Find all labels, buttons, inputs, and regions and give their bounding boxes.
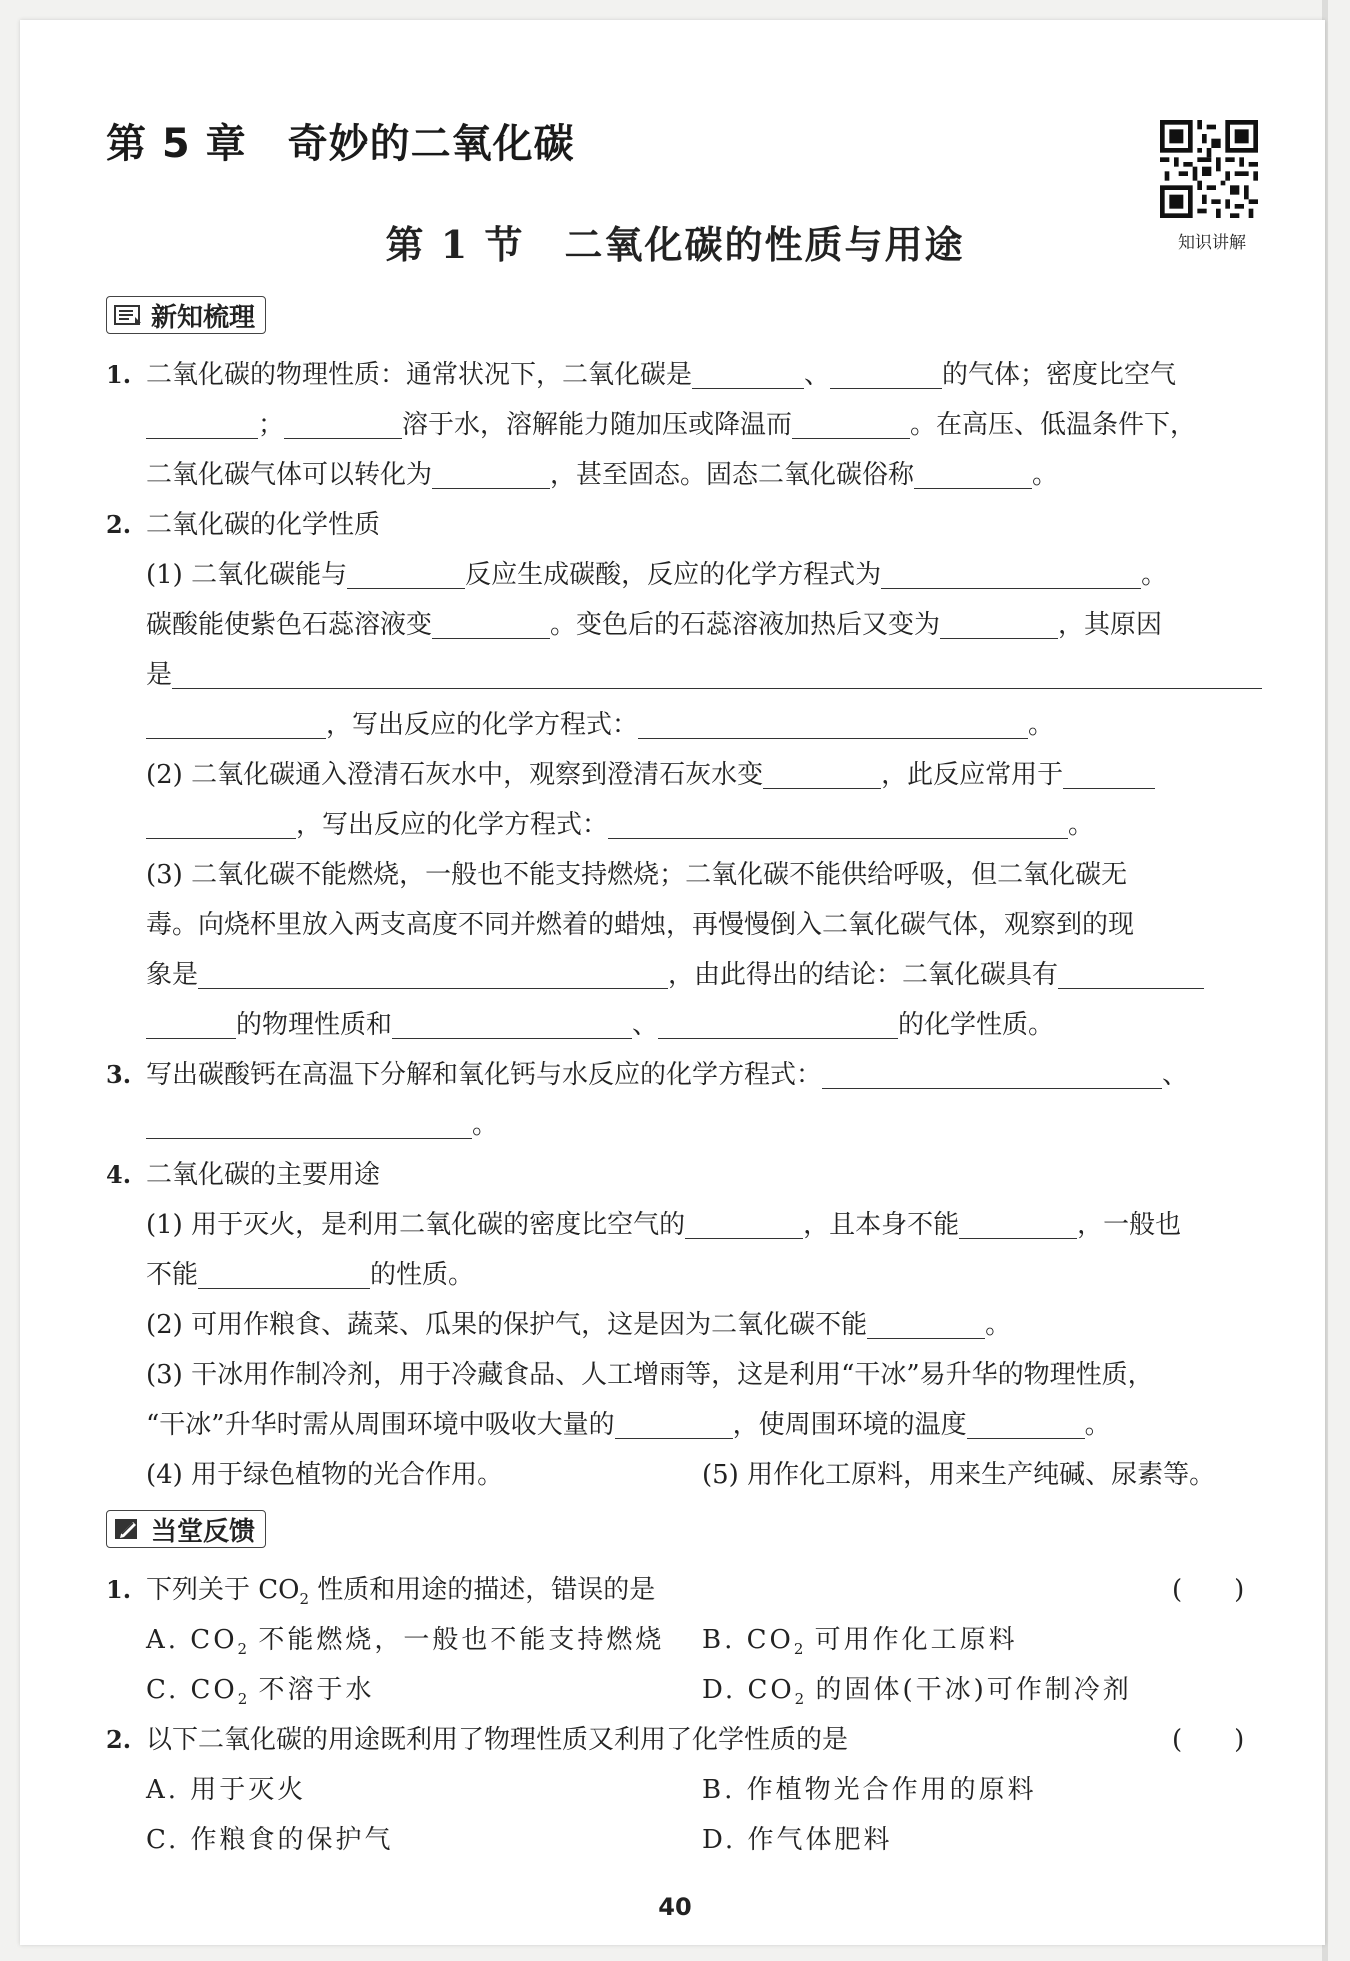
q4-p4: (4) 用于绿色植物的光合作用。 bbox=[146, 1460, 504, 1490]
qr-code-icon[interactable] bbox=[1160, 120, 1258, 218]
answer-blank[interactable] bbox=[638, 708, 1028, 739]
answer-blank[interactable] bbox=[146, 408, 258, 439]
q2-p1-line1: (1) 二氧化碳能与 反应生成碳酸，反应的化学方程式为 。 bbox=[146, 560, 1168, 590]
answer-blank[interactable] bbox=[658, 1008, 898, 1039]
q4-p1-line2: 不能 的性质。 bbox=[146, 1260, 475, 1290]
q2-p3-line2: 毒。向烧杯里放入两支高度不同并燃着的蜡烛，再慢慢倒入二氧化碳气体，观察到的现 bbox=[146, 910, 1135, 940]
answer-blank[interactable] bbox=[822, 1058, 1162, 1089]
q2-p3-line4: 的物理性质和 、 的化学性质。 bbox=[146, 1000, 1054, 1050]
answer-blank[interactable] bbox=[940, 608, 1058, 639]
option-c[interactable]: C. $CO_2$ 不溶于水 bbox=[146, 1675, 375, 1709]
pencil-note-icon bbox=[113, 1516, 143, 1542]
answer-blank[interactable] bbox=[1063, 758, 1155, 789]
header-label: 新知梳理 bbox=[151, 302, 256, 333]
answer-blank[interactable] bbox=[763, 758, 881, 789]
answer-blank[interactable] bbox=[792, 408, 910, 439]
question-number: 4. bbox=[106, 1160, 132, 1189]
header-new-knowledge bbox=[106, 296, 266, 334]
page-number: 40 bbox=[658, 1893, 692, 1921]
q2-p1-line2: 碳酸能使紫色石蕊溶液变 。变色后的石蕊溶液加热后又变为 ，其原因 bbox=[146, 610, 1163, 640]
answer-blank[interactable] bbox=[967, 1408, 1085, 1439]
answer-blank[interactable] bbox=[608, 808, 1068, 839]
answer-blank[interactable] bbox=[867, 1308, 985, 1339]
question-number: 2. bbox=[106, 1725, 132, 1754]
option-b[interactable]: B. $CO_2$ 可用作化工原料 bbox=[702, 1625, 1018, 1659]
answer-blank[interactable] bbox=[146, 1108, 472, 1139]
q4-title: 二氧化碳的主要用途 bbox=[146, 1160, 381, 1190]
answer-blank[interactable] bbox=[198, 958, 668, 989]
answer-blank[interactable] bbox=[692, 358, 804, 389]
answer-blank[interactable] bbox=[914, 458, 1032, 489]
option-a[interactable]: A. $CO_2$ 不能燃烧，一般也不能支持燃烧 bbox=[146, 1625, 665, 1659]
q4-p1-line1: (1) 用于灭火，是利用二氧化碳的密度比空气的 ，且本身不能 ，一般也 bbox=[146, 1210, 1182, 1240]
answer-blank[interactable] bbox=[146, 808, 296, 839]
answer-blank[interactable] bbox=[959, 1208, 1077, 1239]
header-label: 当堂反馈 bbox=[151, 1516, 256, 1547]
answer-blank[interactable] bbox=[198, 1258, 370, 1289]
q2-p2-line2: ，写出反应的化学方程式： 。 bbox=[146, 800, 1094, 850]
qr-caption: 知识讲解 bbox=[1178, 233, 1246, 253]
answer-blank[interactable] bbox=[881, 558, 1141, 589]
q3-line1: 写出碳酸钙在高温下分解和氧化钙与水反应的化学方程式： 、 bbox=[146, 1060, 1189, 1090]
question-number: 1. bbox=[106, 1575, 132, 1604]
q2-title: 二氧化碳的化学性质 bbox=[146, 510, 381, 540]
q1-line1: 二氧化碳的物理性质：通常状况下，二氧化碳是 、 的气体；密度比空气 bbox=[146, 360, 1177, 390]
answer-blank[interactable] bbox=[830, 358, 942, 389]
answer-blank[interactable] bbox=[615, 1408, 733, 1439]
answer-blank[interactable] bbox=[1058, 958, 1204, 989]
q4-p3-line2: “干冰”升华时需从周围环境中吸收大量的 ，使周围环境的温度 。 bbox=[146, 1410, 1111, 1440]
option-b[interactable]: B. 作植物光合作用的原料 bbox=[702, 1775, 1037, 1805]
option-c[interactable]: C. 作粮食的保护气 bbox=[146, 1825, 394, 1855]
q3-line2: 。 bbox=[146, 1100, 498, 1150]
answer-blank[interactable] bbox=[347, 558, 465, 589]
option-d[interactable]: D. 作气体肥料 bbox=[702, 1825, 893, 1855]
q2-p1-line3: 是 bbox=[146, 650, 1262, 700]
q2-p3-line1: (3) 二氧化碳不能燃烧，一般也不能支持燃烧；二氧化碳不能供给呼吸，但二氧化碳无 bbox=[146, 860, 1128, 890]
q2-p2-line1: (2) 二氧化碳通入澄清石灰水中，观察到澄清石灰水变 ，此反应常用于 bbox=[146, 750, 1155, 800]
answer-blank[interactable] bbox=[284, 408, 402, 439]
answer-blank[interactable] bbox=[146, 708, 326, 739]
q2-p3-line3: 象是 ，由此得出的结论：二氧化碳具有 bbox=[146, 950, 1204, 1000]
question-number: 1. bbox=[106, 360, 132, 389]
question-number: 2. bbox=[106, 510, 132, 539]
answer-blank[interactable] bbox=[172, 658, 1262, 689]
q4-p5: (5) 用作化工原料，用来生产纯碱、尿素等。 bbox=[702, 1460, 1216, 1490]
f2-stem: 以下二氧化碳的用途既利用了物理性质又利用了化学性质的是 bbox=[146, 1725, 849, 1755]
answer-blank[interactable] bbox=[685, 1208, 803, 1239]
option-d[interactable]: D. $CO_2$ 的固体(干冰)可作制冷剂 bbox=[702, 1675, 1132, 1709]
header-feedback bbox=[106, 1510, 266, 1548]
q1-line3: 二氧化碳气体可以转化为 ，甚至固态。固态二氧化碳俗称 。 bbox=[146, 460, 1059, 490]
q4-p2: (2) 可用作粮食、蔬菜、瓜果的保护气，这是因为二氧化碳不能 。 bbox=[146, 1310, 1012, 1340]
question-number: 3. bbox=[106, 1060, 132, 1089]
answer-parentheses[interactable]: ( ) bbox=[1172, 1725, 1245, 1755]
q1-line2: ； 溶于水，溶解能力随加压或降温而 。在高压、低温条件下， bbox=[146, 400, 1196, 450]
f1-stem: 下列关于 $CO_2$ 性质和用途的描述，错误的是 bbox=[146, 1575, 656, 1609]
answer-blank[interactable] bbox=[432, 608, 550, 639]
answer-blank[interactable] bbox=[392, 1008, 632, 1039]
section-title: 第 1 节 二氧化碳的性质与用途 bbox=[385, 222, 965, 267]
q4-p3-line1: (3) 干冰用作制冷剂，用于冷藏食品、人工增雨等，这是利用“干冰”易升华的物理性质， bbox=[146, 1360, 1154, 1390]
answer-blank[interactable] bbox=[146, 1008, 236, 1039]
answer-blank[interactable] bbox=[432, 458, 550, 489]
q2-p1-line4: ，写出反应的化学方程式： 。 bbox=[146, 700, 1054, 750]
answer-parentheses[interactable]: ( ) bbox=[1172, 1575, 1245, 1605]
book-icon bbox=[113, 303, 143, 327]
option-a[interactable]: A. 用于灭火 bbox=[146, 1775, 307, 1805]
chapter-title: 第 5 章 奇妙的二氧化碳 bbox=[106, 121, 575, 167]
